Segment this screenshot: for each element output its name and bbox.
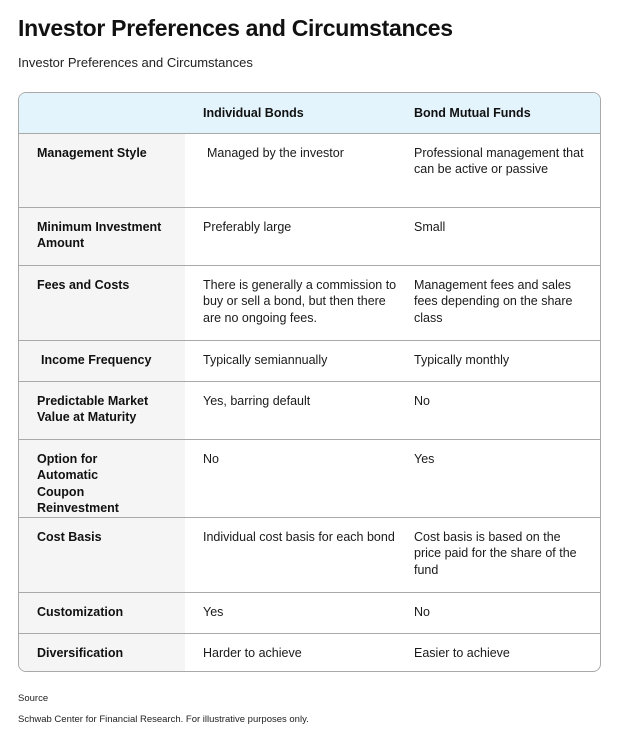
bond-mutual-funds-cell: Professional management that can be active or passive xyxy=(414,145,584,176)
table-row xyxy=(19,439,600,517)
bond-mutual-funds-cell: Typically monthly xyxy=(414,340,600,381)
individual-bonds-cell: Typically semiannually xyxy=(185,340,414,381)
row-label: Option for Automatic Coupon Reinvestment xyxy=(19,439,185,517)
source-label: Source xyxy=(18,693,49,704)
bond-mutual-funds-cell: Management fees and sales fees depending on the share class xyxy=(414,265,600,340)
table-header xyxy=(19,93,600,133)
individual-bonds-cell: Yes xyxy=(185,592,414,633)
bond-mutual-funds-cell: Easier to achieve xyxy=(414,633,600,671)
table-row xyxy=(19,340,600,381)
row-label: Minimum Investment Amount xyxy=(19,207,185,265)
table-body xyxy=(19,133,600,671)
individual-bonds-cell: No xyxy=(185,439,414,517)
comparison-table-card xyxy=(18,92,601,672)
table-row xyxy=(19,133,600,207)
bond-mutual-funds-cell: Cost basis is based on the price paid for the share of the fund xyxy=(414,517,600,592)
bond-mutual-funds-cell: Yes xyxy=(414,439,600,517)
row-label-cell xyxy=(19,340,185,381)
individual-bonds-cell: Yes, barring default xyxy=(185,381,414,439)
row-label: Cost Basis xyxy=(19,517,185,592)
bond-mutual-funds-cell: No xyxy=(414,592,600,633)
row-label: Fees and Costs xyxy=(19,265,185,340)
row-label: Customization xyxy=(19,592,185,633)
source-text: Schwab Center for Financial Research. For illustrative purposes only. xyxy=(18,714,309,725)
individual-bonds-cell xyxy=(185,133,414,207)
individual-bonds-cell: Harder to achieve xyxy=(185,633,414,671)
header-bond-mutual-funds: Bond Mutual Funds xyxy=(414,93,600,133)
header-label-column xyxy=(19,93,185,133)
individual-bonds-cell: Preferably large xyxy=(185,207,414,265)
table-row xyxy=(19,265,600,340)
bond-mutual-funds-cell: Small xyxy=(414,207,600,265)
page-subtitle: Investor Preferences and Circumstances xyxy=(18,55,253,70)
header-individual-bonds: Individual Bonds xyxy=(185,93,414,133)
row-label: Diversification xyxy=(19,633,185,671)
table-row xyxy=(19,633,600,671)
page-title: Investor Preferences and Circumstances xyxy=(18,15,453,41)
individual-bonds-cell: There is generally a commission to buy or sell a bond, but then there are no ongoing fees. xyxy=(185,265,414,340)
table-row xyxy=(19,592,600,633)
bond-mutual-funds-cell: No xyxy=(414,381,600,439)
row-label: Income Frequency xyxy=(41,352,152,367)
row-label: Predictable Market Value at Maturity xyxy=(19,381,185,439)
table-row xyxy=(19,207,600,265)
row-label: Management Style xyxy=(19,133,185,207)
individual-bonds-cell: Individual cost basis for each bond xyxy=(185,517,414,592)
header-row xyxy=(19,93,600,133)
comparison-table xyxy=(19,93,600,671)
table-row xyxy=(19,381,600,439)
individual-bonds-value: Managed by the investor xyxy=(207,145,344,160)
table-row xyxy=(19,517,600,592)
